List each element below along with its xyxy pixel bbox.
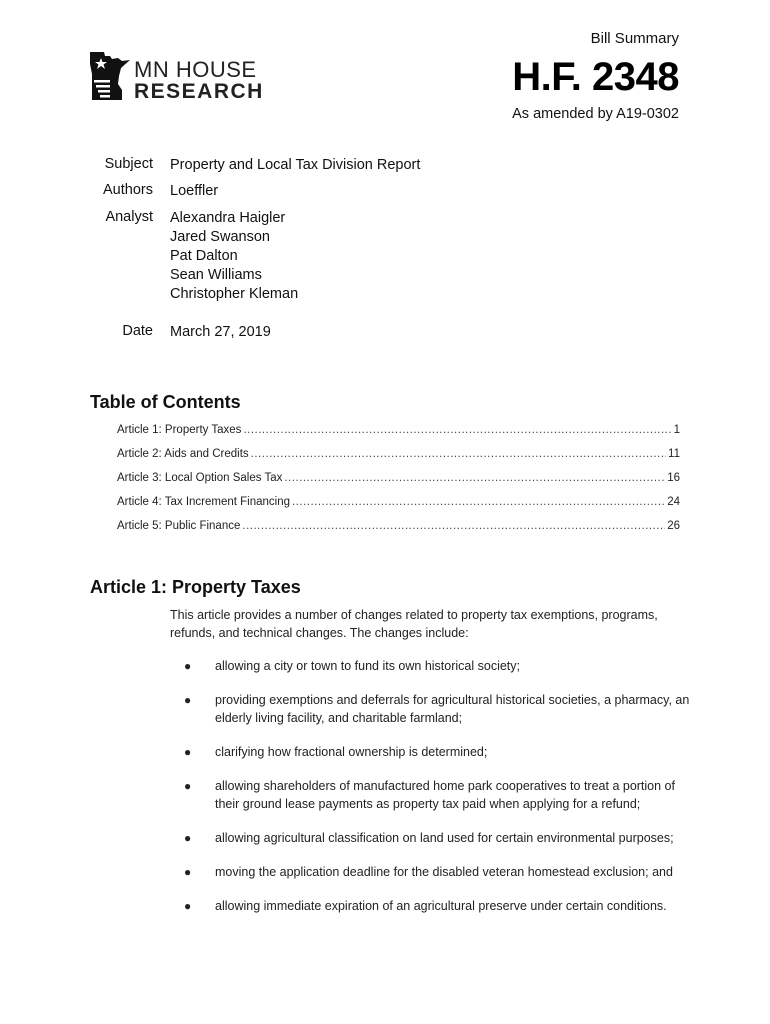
- amended-note: As amended by A19-0302: [512, 106, 679, 122]
- toc-entry-page: 26: [667, 520, 680, 532]
- toc-leader-dots: [251, 448, 666, 460]
- bullet-icon: ●: [184, 899, 192, 913]
- list-item: [170, 657, 690, 675]
- article-1-heading: Article 1: Property Taxes: [90, 577, 301, 597]
- toc-entry[interactable]: [117, 448, 680, 472]
- bill-number: H.F. 2348: [512, 55, 679, 99]
- toc-leader-dots: [292, 496, 665, 508]
- bullet-icon: ●: [184, 779, 192, 793]
- toc-leader-dots: [243, 424, 671, 436]
- authors-label: Authors: [103, 182, 153, 198]
- toc-entry[interactable]: [117, 520, 680, 544]
- table-of-contents: [117, 424, 680, 544]
- bullet-icon: ●: [184, 745, 192, 759]
- date-label: Date: [122, 323, 153, 339]
- list-item-text: allowing shareholders of manufactured home park cooperatives to treat a portion of their ground lease payments as property tax paid when applying for a refund;: [215, 779, 675, 811]
- bullet-icon: ●: [184, 693, 192, 707]
- toc-entry-page: 1: [673, 424, 680, 436]
- logo-text-mn-house: MN HOUSE: [134, 57, 257, 82]
- analyst-name: Alexandra Haigler: [170, 210, 286, 226]
- toc-entry[interactable]: [117, 424, 680, 448]
- logo-text-research: RESEARCH: [134, 80, 264, 103]
- list-item-text: moving the application deadline for the disabled veteran homestead exclusion; and: [215, 865, 673, 879]
- toc-entry[interactable]: [117, 472, 680, 496]
- subject-label: Subject: [104, 156, 153, 172]
- toc-entry-title[interactable]: Article 5: Public Finance: [117, 520, 241, 532]
- analyst-name: Christopher Kleman: [170, 286, 299, 302]
- list-item: [170, 691, 690, 727]
- toc-entry[interactable]: [117, 496, 680, 520]
- list-item: [170, 743, 690, 761]
- article-1-bullet-list: [170, 657, 690, 915]
- list-item: [170, 897, 690, 915]
- toc-entry-page: 16: [667, 472, 680, 484]
- analyst-list: [170, 209, 298, 304]
- toc-entry-page: 24: [667, 496, 680, 508]
- bullet-icon: ●: [184, 659, 192, 673]
- list-item-text: providing exemptions and deferrals for agricultural historical societies, a pharmacy, an elderly living facility, and charitable farmland;: [215, 693, 690, 725]
- mn-house-research-logo: [88, 50, 278, 106]
- list-item: [170, 829, 690, 847]
- date-value: March 27, 2019: [170, 324, 271, 340]
- list-item-text: allowing a city or town to fund its own historical society;: [215, 659, 520, 673]
- analyst-name: Sean Williams: [170, 267, 262, 283]
- toc-entry-title[interactable]: Article 3: Local Option Sales Tax: [117, 472, 283, 484]
- minnesota-state-icon: [88, 50, 132, 102]
- analyst-label: Analyst: [105, 209, 153, 225]
- list-item: [170, 777, 690, 813]
- bullet-icon: ●: [184, 865, 192, 879]
- authors-value: Loeffler: [170, 183, 219, 199]
- list-item-text: allowing immediate expiration of an agricultural preserve under certain conditions.: [215, 899, 667, 913]
- subject-value: Property and Local Tax Division Report: [170, 157, 421, 173]
- list-item-text: allowing agricultural classification on land used for certain environmental purposes;: [215, 831, 674, 845]
- toc-entry-title[interactable]: Article 2: Aids and Credits: [117, 448, 249, 460]
- article-1-intro: This article provides a number of changes related to property tax exemptions, programs, refunds, and technical changes. The changes include:: [170, 608, 658, 640]
- bill-summary-label: Bill Summary: [590, 30, 679, 47]
- list-item: [170, 863, 690, 881]
- toc-leader-dots: [284, 472, 665, 484]
- toc-heading: Table of Contents: [90, 392, 241, 412]
- list-item-text: clarifying how fractional ownership is determined;: [215, 745, 488, 759]
- toc-entry-title[interactable]: Article 1: Property Taxes: [117, 424, 242, 436]
- toc-entry-page: 11: [668, 448, 680, 460]
- analyst-name: Jared Swanson: [170, 229, 270, 245]
- bullet-icon: ●: [184, 831, 192, 845]
- analyst-name: Pat Dalton: [170, 248, 238, 264]
- toc-leader-dots: [242, 520, 665, 532]
- toc-entry-title[interactable]: Article 4: Tax Increment Financing: [117, 496, 291, 508]
